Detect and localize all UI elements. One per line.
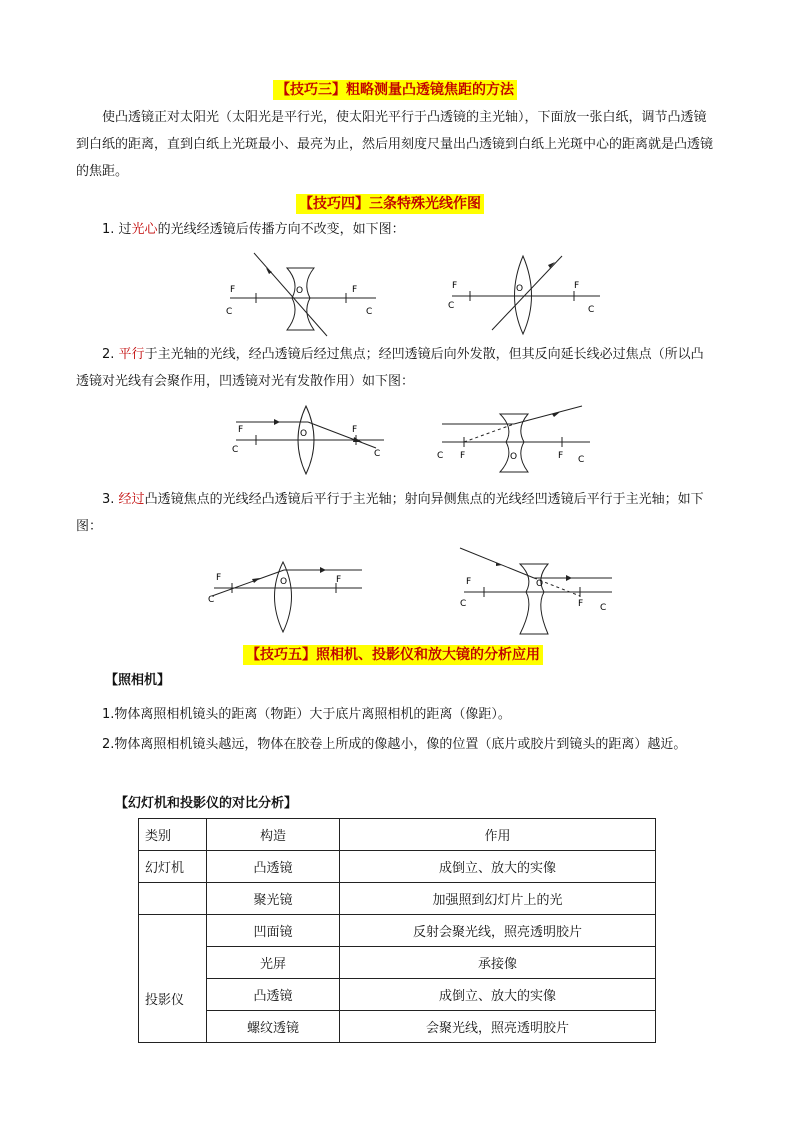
- label-C-right: C: [366, 307, 373, 317]
- item3-text: [76, 486, 716, 540]
- table-row: [139, 851, 656, 883]
- table-header-row: [139, 819, 656, 851]
- label-F-right: F: [352, 285, 358, 295]
- cell-structure: 凸透镜: [207, 851, 340, 883]
- item2-text: [76, 341, 716, 395]
- item1-text: [102, 220, 405, 240]
- table-row: [139, 1011, 656, 1043]
- diagram-center-ray-convex: [444, 250, 604, 340]
- camera-point-1: 1.物体离照相机镜头的距离（物距）大于底片离照相机的距离（像距）。: [102, 707, 511, 722]
- diagram-center-ray-concave: [222, 248, 382, 338]
- section3-heading: 【技巧三】粗略测量凸透镜焦距的方法: [273, 80, 517, 100]
- diagram-parallel-ray-concave: [434, 402, 594, 476]
- group-overhead-projector: 投影仪: [139, 915, 207, 1043]
- label-C-right: C: [600, 603, 607, 613]
- table-row: [139, 883, 656, 915]
- header-category: 类别: [139, 819, 207, 851]
- diagram-parallel-ray-convex: [228, 402, 388, 480]
- label-O: O: [510, 452, 518, 462]
- label-F-left: F: [466, 577, 472, 587]
- item2-rest: 于主光轴的光线，经凸透镜后经过焦点；经凹透镜后向外发散，但其反向延长线必过焦点（所以凸透镜对光线有会聚作用，凹透镜对光有发散作用）如下图：: [76, 347, 704, 389]
- compare-title: 【幻灯机和投影仪的对比分析】: [115, 796, 298, 811]
- label-C-left: C: [448, 301, 455, 311]
- label-F-left: F: [452, 281, 458, 291]
- label-F-right: F: [578, 599, 584, 609]
- label-F-left: F: [238, 425, 244, 435]
- group-slide-projector: 幻灯机: [139, 851, 207, 883]
- label-C-left: C: [226, 307, 233, 317]
- item3-highlight: 经过: [118, 492, 145, 507]
- table-row: [139, 915, 656, 947]
- cell-function: 加强照到幻灯片上的光: [340, 883, 656, 915]
- diagram-focal-ray-convex: [206, 560, 366, 636]
- cell-structure: 凸透镜: [207, 979, 340, 1011]
- header-function: 作用: [340, 819, 656, 851]
- cell-function: 成倒立、放大的实像: [340, 851, 656, 883]
- label-O: O: [536, 579, 544, 589]
- table-row: [139, 979, 656, 1011]
- item3-num: 3.: [102, 492, 119, 507]
- table-row: [139, 947, 656, 979]
- label-C-right: C: [374, 449, 381, 459]
- cell-structure: 聚光镜: [207, 883, 340, 915]
- camera-point-2: 2.物体离照相机镜头越远，物体在胶卷上所成的像越小，像的位置（底片或胶片到镜头的距离）越近。: [102, 737, 687, 752]
- camera-title: 【照相机】: [105, 673, 171, 688]
- cell-function: 反射会聚光线，照亮透明胶片: [340, 915, 656, 947]
- label-C-left: C: [208, 595, 215, 605]
- diagram-focal-ray-concave: [456, 544, 616, 640]
- cell-structure: 光屏: [207, 947, 340, 979]
- label-C-right: C: [588, 305, 595, 315]
- item2-num: 2.: [102, 347, 119, 362]
- label-C-left: C: [232, 445, 239, 455]
- label-C-left: C: [460, 599, 467, 609]
- item3-rest: 凸透镜焦点的光线经凸透镜后平行于主光轴；射向异侧焦点的光线经凹透镜后平行于主光轴；如下图：: [76, 492, 704, 534]
- label-F-right: F: [558, 451, 564, 461]
- header-structure: 构造: [207, 819, 340, 851]
- label-O: O: [296, 286, 304, 296]
- label-F-right: F: [352, 425, 358, 435]
- section5-heading: 【技巧五】照相机、投影仪和放大镜的分析应用: [243, 645, 543, 665]
- label-O: O: [516, 284, 524, 294]
- label-O: O: [300, 429, 308, 439]
- label-O: O: [280, 577, 288, 587]
- label-C-right: C: [578, 455, 585, 465]
- comparison-table: [138, 818, 656, 1043]
- cell-function: 成倒立、放大的实像: [340, 979, 656, 1011]
- item1-rest: 的光线经透镜后传播方向不改变，如下图：: [157, 222, 405, 237]
- label-C-left: C: [437, 451, 444, 461]
- group-empty-cell: [139, 883, 207, 915]
- item1-highlight: 光心: [131, 222, 158, 237]
- section3-paragraph: 使凸透镜正对太阳光（太阳光是平行光，使太阳光平行于凸透镜的主光轴），下面放一张白纸，调节凸透镜到白纸的距离，直到白纸上光斑最小、最亮为止，然后用刻度尺量出凸透镜到白纸上光斑中心的距离就是凸透镜的焦距。: [76, 110, 714, 179]
- cell-structure: 凹面镜: [207, 915, 340, 947]
- label-F-right: F: [336, 575, 342, 585]
- section4-heading: 【技巧四】三条特殊光线作图: [296, 194, 484, 214]
- label-F-left: F: [216, 573, 222, 583]
- cell-function: 会聚光线，照亮透明胶片: [340, 1011, 656, 1043]
- cell-structure: 螺纹透镜: [207, 1011, 340, 1043]
- item2-highlight: 平行: [118, 347, 145, 362]
- label-F-left: F: [460, 451, 466, 461]
- cell-function: 承接像: [340, 947, 656, 979]
- item1-num: 1. 过: [102, 222, 132, 237]
- label-F-left: F: [230, 285, 236, 295]
- label-F-right: F: [574, 281, 580, 291]
